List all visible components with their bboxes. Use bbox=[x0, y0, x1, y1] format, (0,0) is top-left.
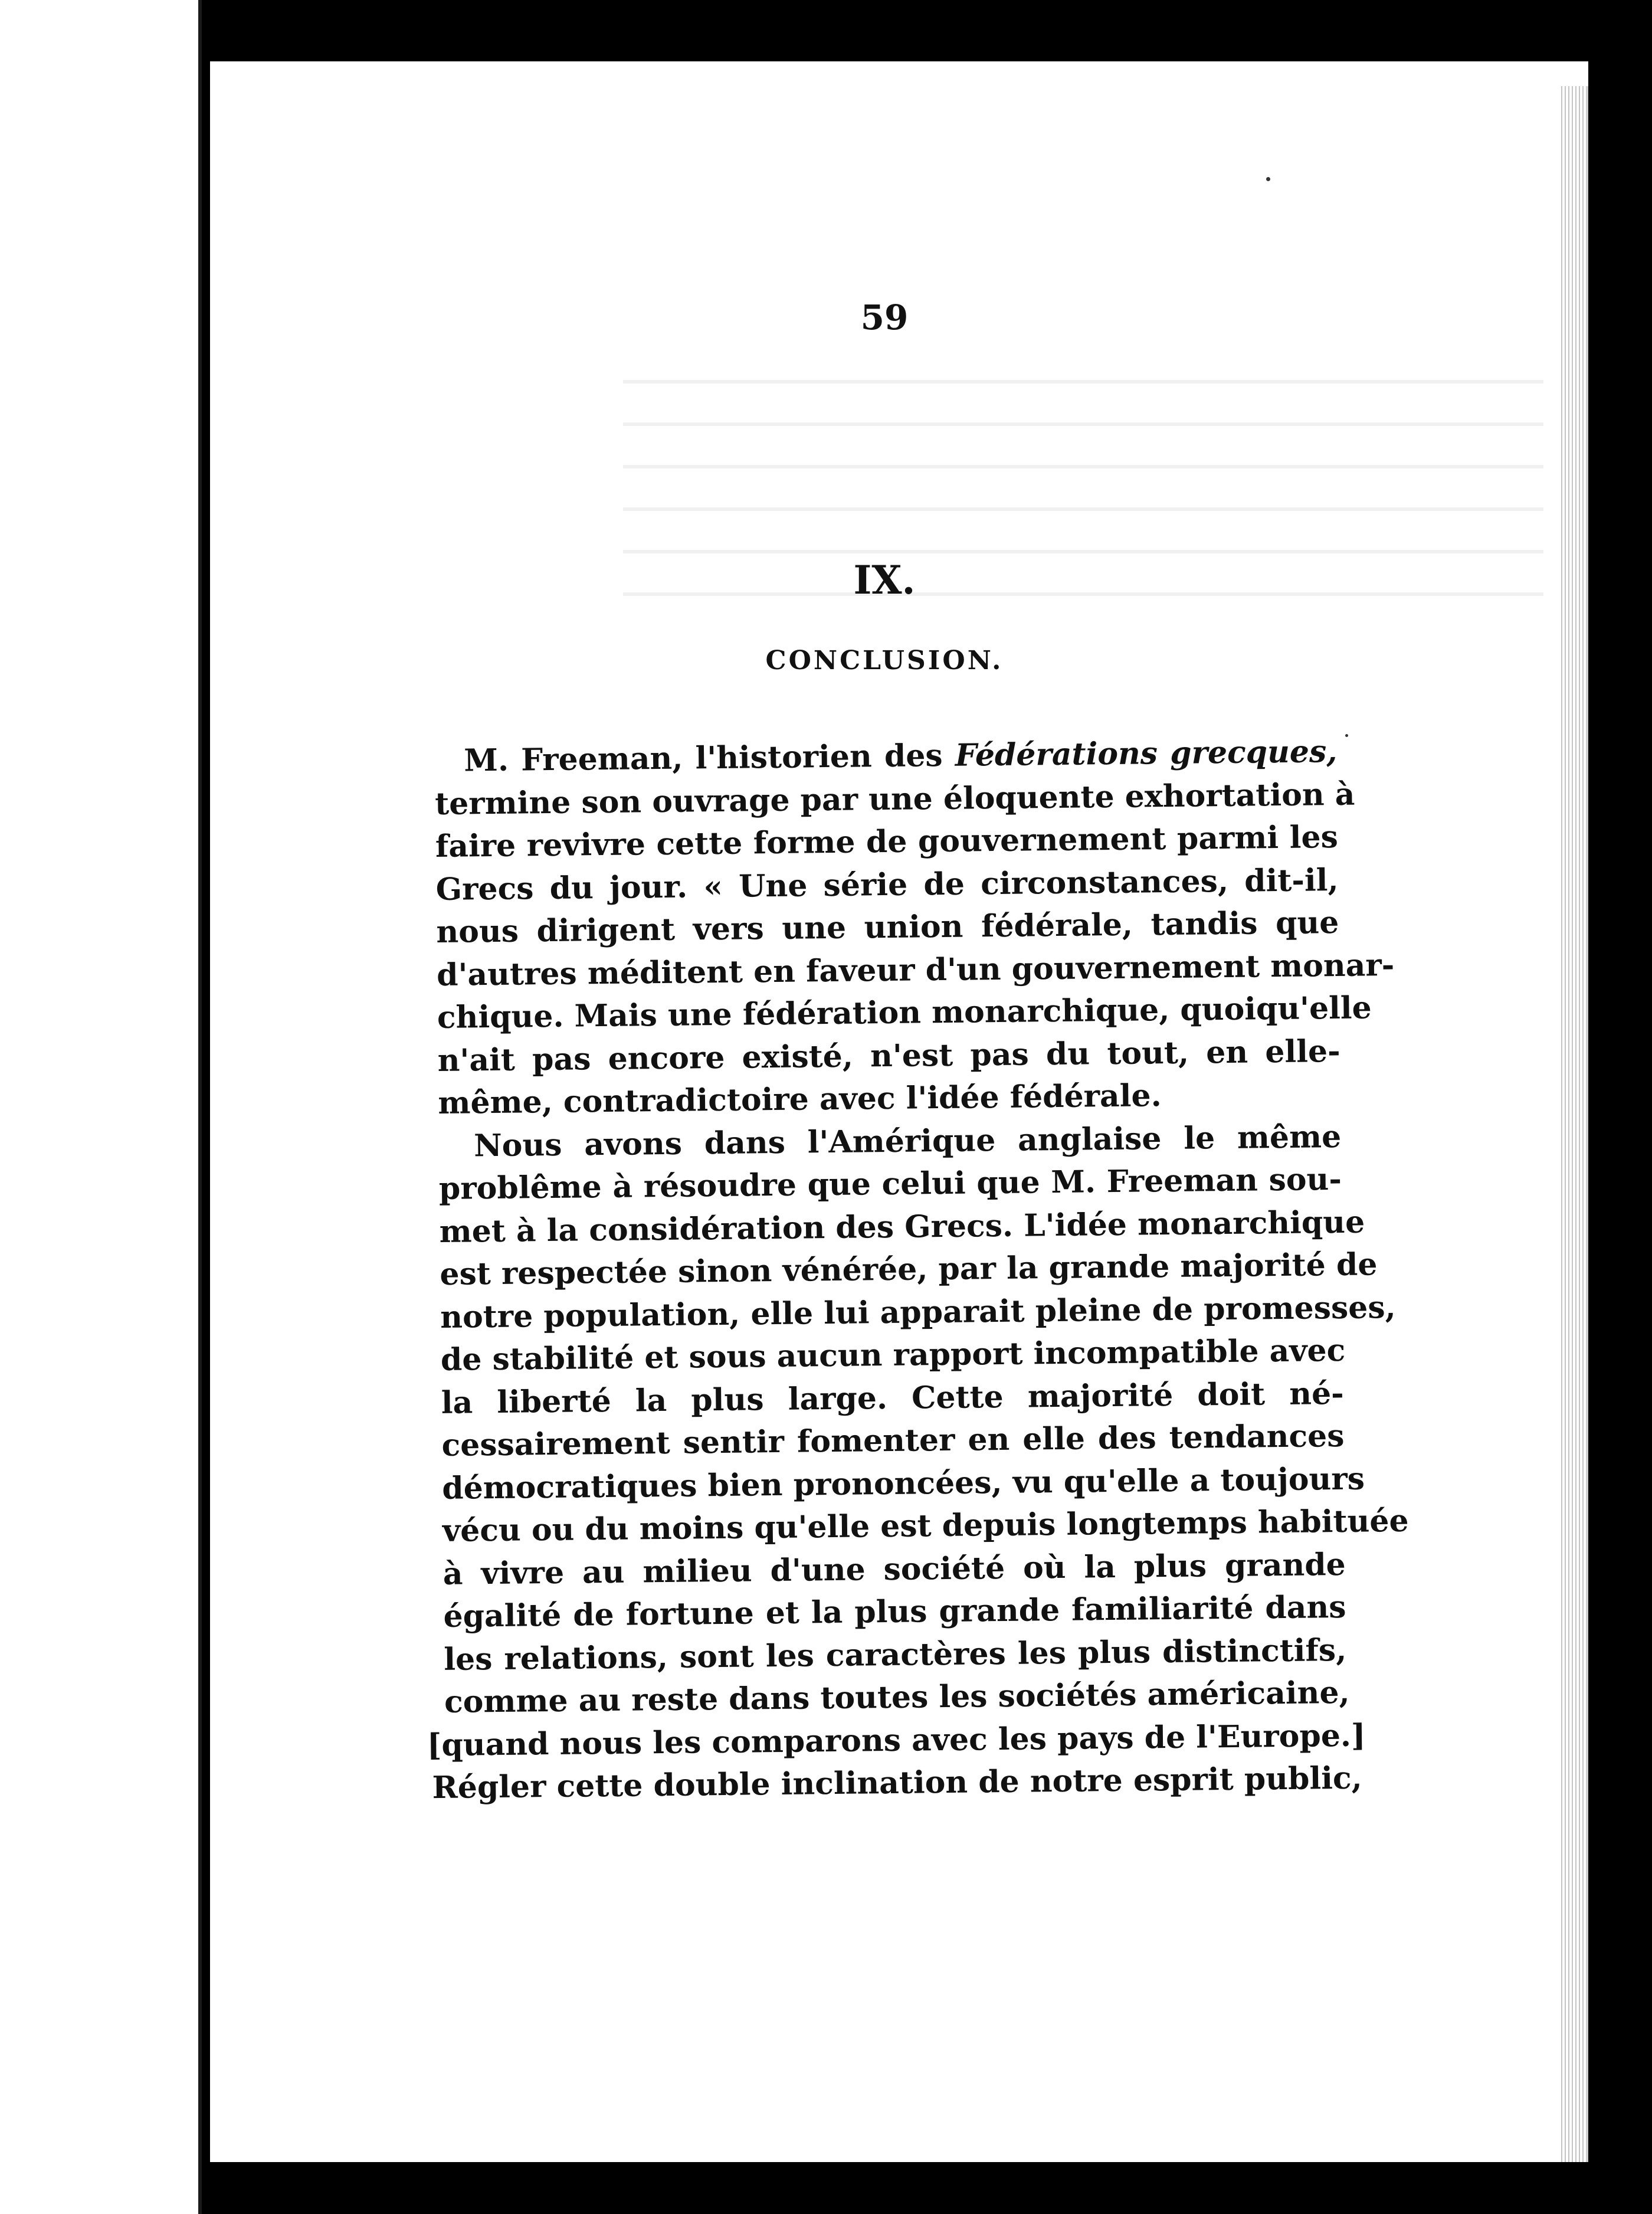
text-line: [quand nous les comparons avec les pays de l'Europe.] bbox=[427, 1717, 1366, 1763]
text-line: met à la considération des Grecs. L'idée monarchique bbox=[439, 1204, 1365, 1250]
text-line: démocratiques bien prononcées, vu qu'elle a toujours bbox=[441, 1460, 1365, 1506]
chapter-title: CONCLUSION. bbox=[765, 646, 1004, 676]
facing-page bbox=[0, 0, 202, 2214]
text-line: est respectée sinon vénérée, par la grande majorité de bbox=[440, 1246, 1378, 1292]
text-line: vécu ou du moins qu'elle est depuis longtemps habituée bbox=[442, 1502, 1409, 1549]
page-edges-top bbox=[1559, 61, 1588, 86]
text-line: d'autres méditent en faveur d'un gouvernement monar- bbox=[436, 946, 1395, 993]
page-number: 59 bbox=[860, 297, 909, 338]
text-line: de stabilité et sous aucun rapport incompatible avec bbox=[440, 1332, 1346, 1378]
text-line: cessairement sentir fomenter en elle des tendances bbox=[441, 1417, 1345, 1463]
body-text bbox=[427, 731, 1409, 1809]
text-line: problême à résoudre que celui que M. Freeman sou- bbox=[438, 1161, 1342, 1207]
text-line: égalité de fortune et la plus grande familiarité dans bbox=[443, 1589, 1346, 1635]
text-line: Régler cette double inclination de notre esprit public, bbox=[432, 1760, 1362, 1806]
italic-title: Fédérations grecques, bbox=[955, 733, 1338, 774]
text-line: n'ait pas encore existé, n'est pas du tout, en elle- bbox=[437, 1033, 1340, 1079]
text-line: notre population, elle lui apparait pleine de promesses, bbox=[440, 1289, 1397, 1335]
page-edges bbox=[1559, 61, 1588, 2162]
book-page bbox=[210, 61, 1559, 2162]
text-line: chique. Mais une fédération monarchique, quoiqu'elle bbox=[437, 990, 1372, 1036]
book-gutter bbox=[202, 0, 210, 2214]
text-line: la liberté la plus large. Cette majorité doit né- bbox=[441, 1375, 1344, 1421]
paper-speck bbox=[1266, 177, 1270, 181]
text-line-part: M. Freeman, l'historien des bbox=[464, 737, 943, 779]
paper-speck bbox=[1345, 734, 1348, 737]
text-line: nous dirigent vers une union fédérale, tandis que bbox=[436, 904, 1339, 950]
chapter-number: IX. bbox=[853, 557, 916, 603]
text-line: les relations, sont les caractères les plus distinctifs, bbox=[443, 1632, 1347, 1678]
text-line: à vivre au milieu d'une société où la plus grande bbox=[442, 1546, 1346, 1592]
text-line: comme au reste dans toutes les sociétés américaine, bbox=[444, 1674, 1350, 1720]
text-line: faire revivre cette forme de gouvernement parmi les bbox=[435, 818, 1339, 864]
text-line: même, contradictoire avec l'idée fédérale. bbox=[438, 1077, 1162, 1121]
text-line: termine son ouvrage par une éloquente exhortation à bbox=[434, 776, 1355, 822]
text-line: Grecs du jour. « Une série de circonstances, dit-il, bbox=[435, 862, 1339, 908]
text-line: Nous avons dans l'Amérique anglaise le même bbox=[473, 1118, 1342, 1164]
